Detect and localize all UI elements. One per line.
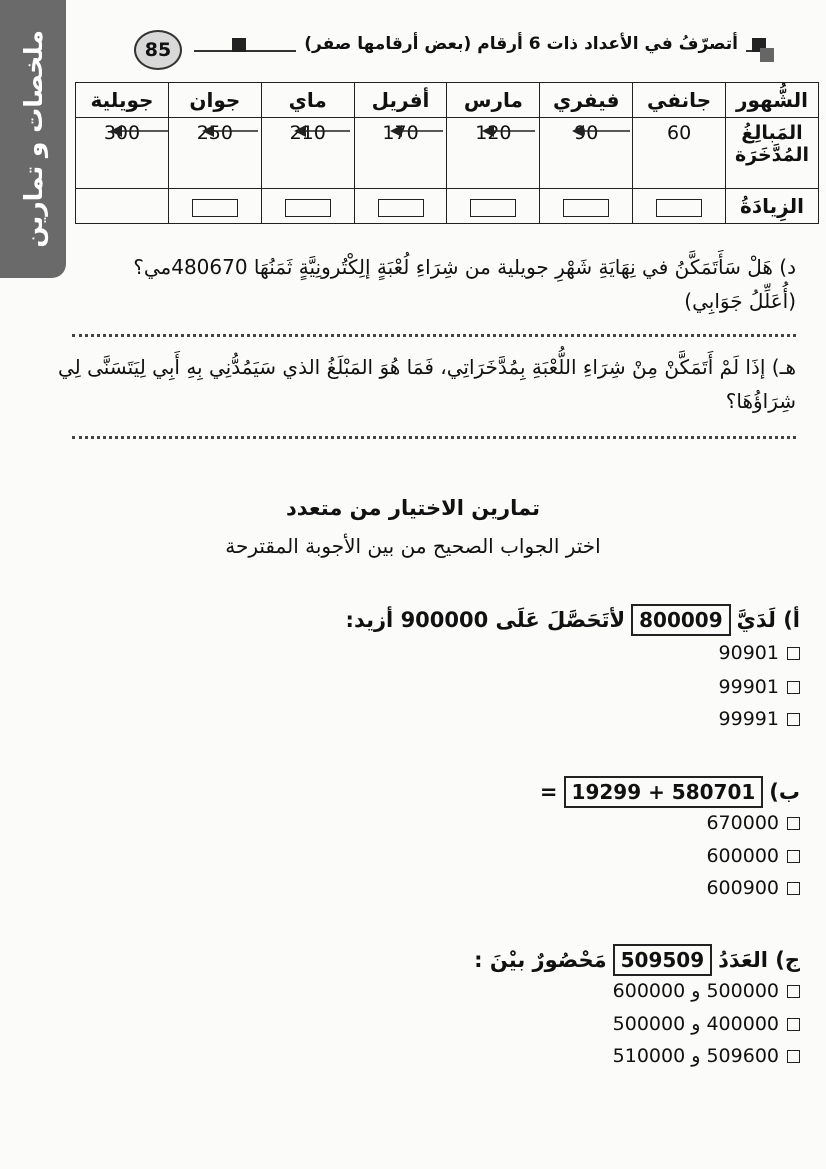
mcq-question-b <box>540 776 800 808</box>
mcq-c-option[interactable] <box>613 980 800 1002</box>
answer-dotted-line[interactable] <box>72 436 796 439</box>
mcq-a-prefix: أ) لَدَيَّ <box>736 608 800 632</box>
mcq-question-a <box>346 604 800 636</box>
mcq-a-option-label: 99991 <box>718 708 779 730</box>
mcq-a-option[interactable] <box>719 642 800 664</box>
amount-value: 300 <box>103 122 141 144</box>
mcq-subtitle: اختر الجواب الصحيح من بين الأجوبة المقترحة <box>225 534 601 558</box>
mcq-b-option-label: 600000 <box>706 845 779 867</box>
mcq-a-option[interactable] <box>719 708 800 730</box>
mcq-c-option[interactable] <box>613 1045 800 1067</box>
increase-cell <box>540 189 633 224</box>
question-d-text: د) هَلْ سَأَتَمَكَّنُ في نِهَايَةِ شَهْرِ جويلية من شِرَاءِ لُعْبَةٍ إلِكْتُرونِيَّةٍ ثَمَنُهَا 480670مي؟ <box>133 255 796 279</box>
checkbox-icon[interactable] <box>787 817 800 830</box>
increase-label: الزِيادَةُ <box>726 189 819 224</box>
increase-answer-box[interactable] <box>656 199 702 217</box>
mcq-question-c <box>474 944 800 976</box>
increase-answer-box[interactable] <box>192 199 238 217</box>
mcq-b-option-label: 600900 <box>706 877 779 899</box>
mcq-c-option-label: 500000 و 600000 <box>612 980 779 1002</box>
mcq-a-option[interactable] <box>719 676 800 698</box>
increase-answer-box[interactable] <box>378 199 424 217</box>
checkbox-icon[interactable] <box>787 850 800 863</box>
question-d-note: (أُعَلِّلُ جَوَابِي) <box>684 289 796 313</box>
savings-table <box>75 82 819 224</box>
mcq-a-option-label: 90901 <box>718 642 779 664</box>
page-header <box>134 30 774 70</box>
increase-answer-box[interactable] <box>470 199 516 217</box>
page-number: 85 <box>134 30 182 70</box>
mcq-c-prefix: ج) العَدَدُ <box>718 948 800 972</box>
mcq-c-number: 509509 <box>613 944 713 976</box>
mcq-c-option[interactable] <box>613 1013 800 1035</box>
amount-cell <box>76 118 169 189</box>
checkbox-icon[interactable] <box>787 1050 800 1063</box>
amount-cell <box>633 118 726 189</box>
question-h-text: هـ) إذَا لَمْ أَتَمَكَّنْ مِنْ شِرَاءِ اللُّعْبَةِ بِمُدَّخَرَاتِي، فَمَا هُوَ المَبْلَغُ الذي سَيَمُدُّنِي بِهِ أَبِي لِيَتَسَنَّى لِي <box>57 355 796 379</box>
question-d <box>133 250 796 318</box>
mcq-b-option[interactable] <box>706 845 800 867</box>
mcq-b-suffix: = <box>539 780 558 804</box>
page-title: أتصرّفُ في الأعداد ذات 6 أرقام (بعض أرقامها صفر) <box>296 34 746 54</box>
increase-answer-box[interactable] <box>563 199 609 217</box>
checkbox-icon[interactable] <box>787 713 800 726</box>
amount-value: 210 <box>289 122 326 144</box>
month-cell: جويلية <box>76 83 169 118</box>
months-header: الشُّهور <box>726 83 819 118</box>
month-cell: أفريل <box>354 83 447 118</box>
checkbox-icon[interactable] <box>787 985 800 998</box>
mcq-b-option[interactable] <box>706 812 800 834</box>
increase-cell <box>354 189 447 224</box>
side-tab-label: ملخصات و تمارين <box>18 30 48 248</box>
header-square-icon <box>760 48 774 62</box>
mcq-a-number: 800009 <box>631 604 731 636</box>
amount-value: 90 <box>574 122 599 144</box>
mcq-a-suffix: لأتَحَصَّلَ عَلَى 900000 أزيد: <box>345 608 626 632</box>
increase-cell <box>447 189 540 224</box>
amount-value: 170 <box>382 122 419 144</box>
month-cell: ماي <box>261 83 354 118</box>
amount-cell <box>540 118 633 189</box>
month-cell: فيفري <box>540 83 633 118</box>
header-square-icon <box>232 38 246 52</box>
mcq-b-option[interactable] <box>706 877 800 899</box>
month-cell: مارس <box>447 83 540 118</box>
mcq-a-option-label: 99901 <box>718 676 779 698</box>
checkbox-icon[interactable] <box>787 647 800 660</box>
mcq-c-option-label: 509600 و 510000 <box>612 1045 779 1067</box>
increase-cell <box>168 189 261 224</box>
increase-answer-box[interactable] <box>285 199 331 217</box>
increase-cell <box>261 189 354 224</box>
mcq-b-expression: 19299 + 580701 <box>564 776 764 808</box>
mcq-b-option-label: 670000 <box>706 812 779 834</box>
amount-cell <box>168 118 261 189</box>
answer-dotted-line[interactable] <box>72 334 796 337</box>
amount-cell <box>354 118 447 189</box>
question-h-text-2: شِرَاؤُهَا؟ <box>725 389 796 413</box>
mcq-b-prefix: ب) <box>769 780 800 804</box>
amount-value: 120 <box>475 122 512 144</box>
amounts-label: المَبالِغُ المُدَّخَرَة <box>726 118 819 189</box>
checkbox-icon[interactable] <box>787 681 800 694</box>
amount-value: 60 <box>666 122 692 144</box>
question-h <box>58 350 796 418</box>
checkbox-icon[interactable] <box>787 882 800 895</box>
mcq-c-option-label: 400000 و 500000 <box>612 1013 779 1035</box>
increase-cell <box>633 189 726 224</box>
mcq-c-suffix: مَحْصُورٌ بيْنَ : <box>474 948 607 972</box>
mcq-title: تمارين الاختيار من متعدد <box>286 496 540 520</box>
checkbox-icon[interactable] <box>787 1018 800 1031</box>
side-tab <box>0 0 66 278</box>
month-cell: جوان <box>168 83 261 118</box>
increase-cell <box>76 189 169 224</box>
amount-value: 250 <box>196 122 233 144</box>
amount-cell <box>261 118 354 189</box>
month-cell: جانفي <box>633 83 726 118</box>
amount-cell <box>447 118 540 189</box>
